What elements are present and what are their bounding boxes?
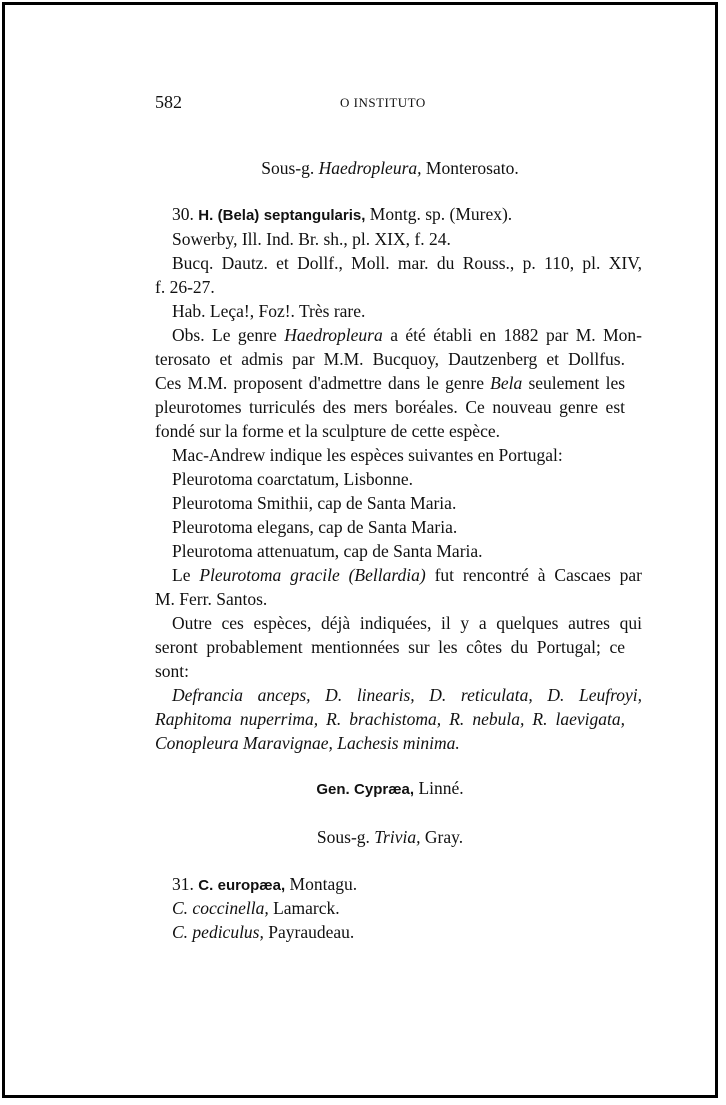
obs-text: a été établi en 1882 par M. Mon- (390, 325, 643, 345)
habitat: Hab. Leça!, Foz!. Très rare. (172, 301, 366, 321)
pleurotoma-gracile-line-1 (155, 563, 642, 587)
journal-title: O INSTITUTO (340, 95, 426, 110)
others-line-3: sont: (155, 661, 190, 681)
page-number: 582 (155, 92, 182, 112)
pg-text: fut rencontré à Cascaes par (434, 565, 642, 585)
others-line-2: seront probablement mentionnées sur les côtes du Portugal; ce (155, 637, 625, 657)
species-epithet: europæa, (217, 877, 286, 894)
others-line-1: Outre ces espèces, déjà indiquées, il y a quelques autres qui (172, 613, 642, 633)
species-31-variant-1 (155, 896, 642, 920)
pg-name: Pleurotoma gracile (Bellardia) (199, 565, 426, 585)
subgenus-name: Haedropleura, (318, 158, 422, 178)
species-list-text: Defrancia anceps, D. linearis, D. reticulata, D. Leufroyi, (172, 685, 642, 705)
obs-text: seulement les (528, 373, 626, 393)
reference-bucquoy-line1: Bucq. Dautz. et Dollf., Moll. mar. du Rouss., p. 110, pl. XIV, (172, 253, 642, 273)
others-species-line-1 (155, 683, 642, 707)
subgenus-author: Monterosato. (425, 158, 519, 178)
variant-author: Lamarck. (273, 898, 340, 918)
reference-sowerby: Sowerby, Ill. Ind. Br. sh., pl. XIX, f. 24. (172, 229, 451, 249)
observation-line-3 (155, 371, 625, 395)
species-list-text: Raphitoma nuperrima, R. brachistoma, R. nebula, R. laevigata, (155, 709, 625, 729)
obs-genus: Bela (490, 373, 523, 393)
list-item: Pleurotoma attenuatum, cap de Santa Maria. (172, 541, 483, 561)
reference-bucquoy-line2: f. 26-27. (155, 277, 215, 297)
species-number: 31. (172, 874, 194, 894)
obs-text: Ces M.M. proposent d'admettre dans le genre (155, 373, 484, 393)
variant-author: Payraudeau. (268, 922, 355, 942)
species-list-text: Conopleura Maravignae, Lachesis minima. (155, 733, 460, 753)
observation-line-5: fondé sur la forme et la sculpture de cette espèce. (155, 421, 500, 441)
obs-text: Obs. Le genre (172, 325, 277, 345)
variant-name: C. pediculus, (172, 922, 264, 942)
list-item: Pleurotoma coarctatum, Lisbonne. (172, 469, 414, 489)
species-number: 30. (172, 204, 194, 224)
macandrew-intro: Mac-Andrew indique les espèces suivantes en Portugal: (172, 445, 563, 465)
subgenus-heading-trivia (155, 825, 625, 849)
pg-text: Le (172, 565, 191, 585)
observation-line-4: pleurotomes turriculés des mers boréales. Ce nouveau genre est (155, 397, 625, 417)
running-head (155, 92, 625, 114)
subgenus-author: Gray. (424, 827, 464, 847)
genus-heading-cypraea (155, 776, 625, 802)
species-30-heading (155, 202, 642, 228)
genus-prefix: Gen. (316, 781, 350, 798)
observation-line-2: terosato et admis par M.M. Bucquoy, Dautzenberg et Dollfus. (155, 349, 625, 369)
list-item: Pleurotoma Smithii, cap de Santa Maria. (172, 493, 457, 513)
species-authority: Montagu. (289, 874, 358, 894)
species-31-variant-2 (155, 920, 642, 944)
species-31-heading (155, 872, 642, 898)
others-species-line-3 (155, 731, 625, 755)
others-species-line-2 (155, 707, 625, 731)
species-authority: Montg. sp. (Murex). (369, 204, 513, 224)
variant-name: C. coccinella, (172, 898, 269, 918)
list-item: Pleurotoma elegans, cap de Santa Maria. (172, 517, 458, 537)
species-subgenus: (Bela) (217, 207, 260, 224)
subgenus-name: Trivia, (374, 827, 421, 847)
species-epithet: septangularis, (263, 207, 366, 224)
species-genus-abbr: C. (198, 877, 214, 894)
observation-line-1 (155, 323, 642, 347)
subgenus-heading-haedropleura (155, 156, 625, 180)
subgenus-prefix: Sous-g. (261, 158, 315, 178)
subgenus-prefix: Sous-g. (316, 827, 370, 847)
pleurotoma-gracile-line-2: M. Ferr. Santos. (155, 589, 268, 609)
genus-author: Linné. (418, 778, 464, 798)
obs-genus: Haedropleura (284, 325, 383, 345)
species-genus-abbr: H. (198, 207, 214, 224)
genus-name: Cypræa, (354, 781, 415, 798)
